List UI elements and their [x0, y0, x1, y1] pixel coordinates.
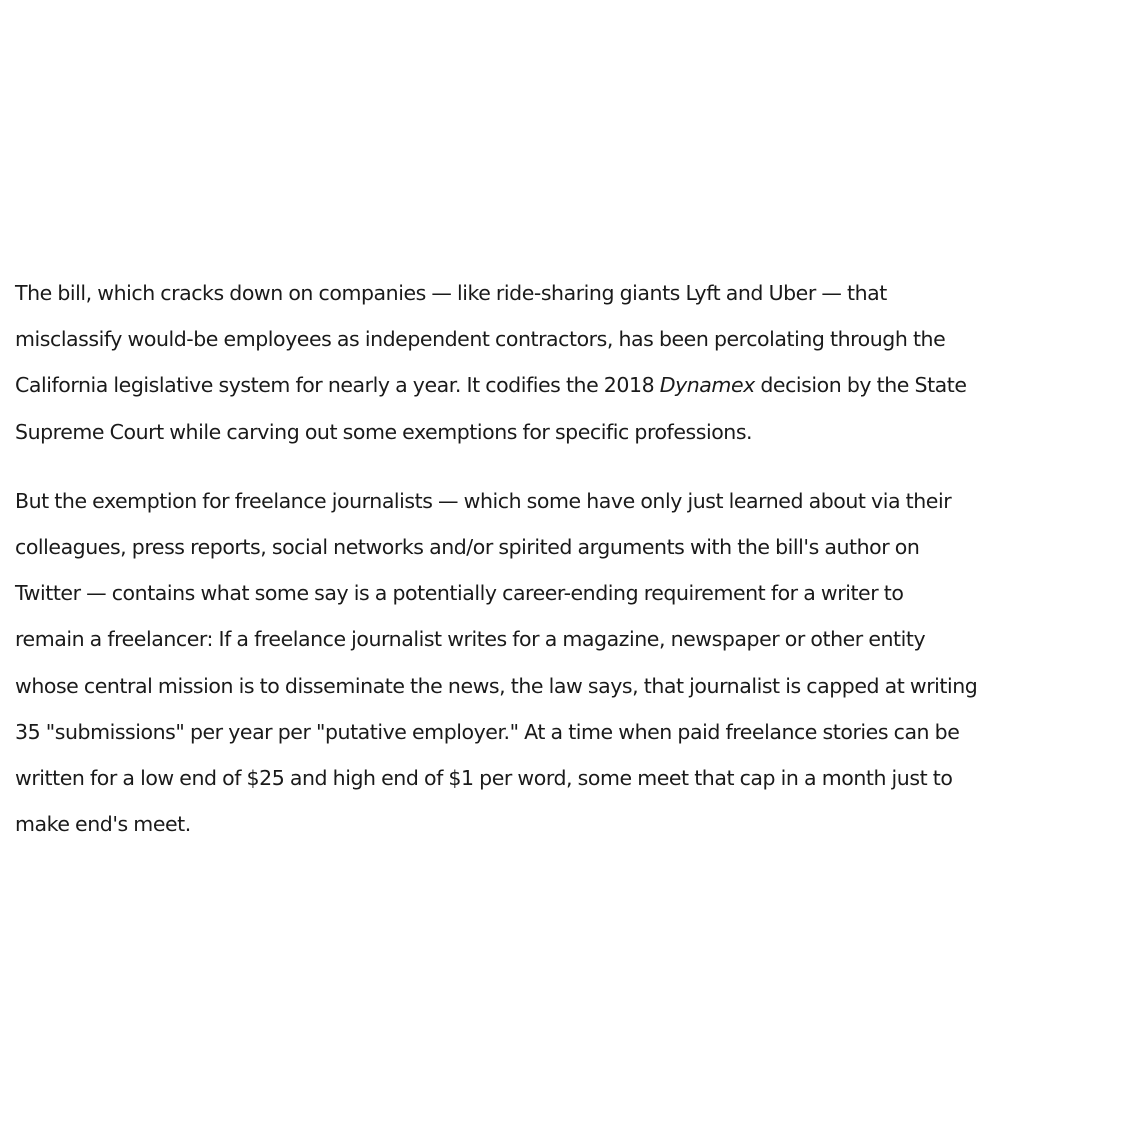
text-line: misclassify would-be employees as independent contractors, has been percolating through the [15, 327, 946, 352]
text-line: whose central mission is to disseminate the news, the law says, that journalist is capped at writing [15, 673, 978, 698]
paragraph-bill-overview [15, 270, 1113, 455]
text-line [15, 362, 1113, 408]
text-line: 35 "submissions" per year per "putative employer." At a time when paid freelance stories can be [15, 719, 960, 744]
text-line: But the exemption for freelance journalists — which some have only just learned about via their [15, 488, 952, 513]
text-line: remain a freelancer: If a freelance journalist writes for a magazine, newspaper or other entity [15, 627, 926, 652]
text-segment: decision by the State [754, 373, 967, 398]
paragraph-freelance-exemption [15, 478, 1113, 848]
text-line: colleagues, press reports, social networks and/or spirited arguments with the bill's author on [15, 535, 920, 560]
text-line: The bill, which cracks down on companies — like ride-sharing giants Lyft and Uber — that [15, 281, 887, 305]
case-name-italic: Dynamex [659, 373, 755, 398]
text-line: make end's meet. [15, 812, 191, 837]
text-line: Twitter — contains what some say is a potentially career-ending requirement for a writer to [15, 581, 904, 606]
text-line: written for a low end of $25 and high end of $1 per word, some meet that cap in a month just to [15, 766, 953, 791]
article-body [15, 270, 1113, 847]
text-segment: California legislative system for nearly a year. It codifies the 2018 [15, 373, 660, 398]
text-line: Supreme Court while carving out some exemptions for specific professions. [15, 419, 753, 444]
